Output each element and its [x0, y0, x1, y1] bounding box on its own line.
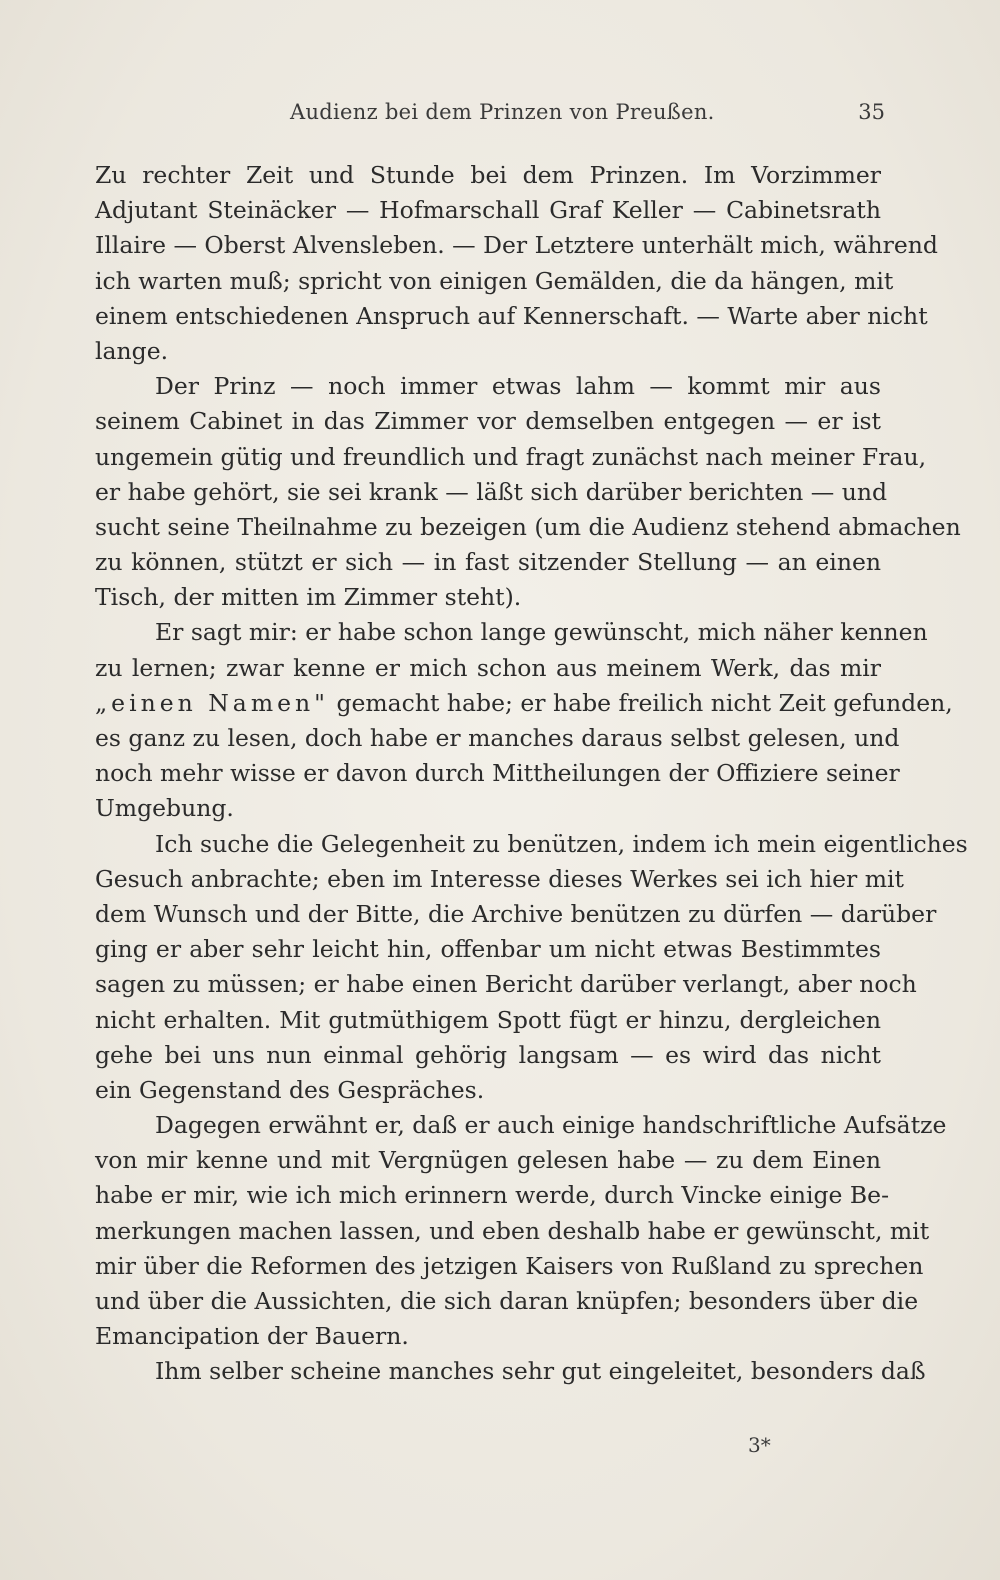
text-line: zu können, stützt er sich — in fast sitzender Stellung — an einen: [95, 548, 881, 577]
body-text: [95, 158, 968, 1390]
text-line: und über die Aussichten, die sich daran knüpfen; besonders über die: [95, 1287, 919, 1315]
text-line: Umgebung.: [95, 794, 234, 823]
text-line: gehe bei uns nun einmal gehörig langsam — es wird das nicht: [95, 1040, 881, 1069]
text-line: Ihm selber scheine manches sehr gut eingeleitet, besonders daß: [155, 1357, 926, 1386]
text-line: Illaire — Oberst Alvensleben. — Der Letztere unterhält mich, während: [95, 231, 938, 260]
text-line: merkungen machen lassen, und eben deshalb habe er gewünscht, mit: [95, 1216, 930, 1245]
text-line: ging er aber sehr leicht hin, offenbar um nicht etwas Bestimmtes: [95, 935, 881, 964]
page-header: [95, 100, 885, 136]
text-line: sagen zu müssen; er habe einen Bericht darüber verlangt, aber noch: [95, 970, 917, 999]
text-line: nicht erhalten. Mit gutmüthigem Spott fügt er hinzu, dergleichen: [95, 1005, 881, 1034]
running-head: Audienz bei dem Prinzen von Preußen.: [290, 100, 715, 124]
text-line: es ganz zu lesen, doch habe er manches daraus selbst gelesen, und: [95, 724, 900, 752]
text-line: dem Wunsch und der Bitte, die Archive benützen zu dürfen — darüber: [95, 899, 937, 928]
text-line: noch mehr wisse er davon durch Mittheilungen der Offiziere seiner: [95, 759, 900, 788]
text-line: einem entschiedenen Anspruch auf Kennerschaft. — Warte aber nicht: [95, 301, 928, 330]
text-line: Tisch, der mitten im Zimmer steht).: [95, 583, 522, 612]
text-line: mir über die Reformen des jetzigen Kaisers von Rußland zu sprechen: [95, 1251, 924, 1280]
text-line: zu lernen; zwar kenne er mich schon aus meinem Werk, das mir: [95, 653, 881, 682]
text-line: lange.: [95, 336, 169, 365]
text-line: seinem Cabinet in das Zimmer vor demselben entgegen — er ist: [95, 407, 881, 436]
text-line: habe er mir, wie ich mich erinnern werde, durch Vincke einige Be-: [95, 1181, 890, 1210]
text-line: Zu rechter Zeit und Stunde bei dem Prinzen. Im Vorzimmer: [95, 161, 881, 189]
text-line: sucht seine Theilnahme zu bezeigen (um die Audienz stehend abmachen: [95, 512, 961, 541]
text-line: ich warten muß; spricht von einigen Gemälden, die da hängen, mit: [95, 266, 894, 295]
text-line: ungemein gütig und freundlich und fragt zunächst nach meiner Frau,: [95, 442, 927, 471]
text-line: Dagegen erwähnt er, daß er auch einige handschriftliche Aufsätze: [155, 1111, 947, 1140]
text-line: Gesuch anbrachte; eben im Interesse dieses Werkes sei ich hier mit: [95, 864, 905, 893]
text-line: Adjutant Steinäcker — Hofmarschall Graf Keller — Cabinetsrath: [95, 196, 881, 225]
text-line-rest: gemacht habe; er habe freilich nicht Zeit gefunden,: [336, 688, 953, 717]
spaced-phrase: „einen Namen": [95, 688, 329, 717]
signature-mark: 3*: [748, 1433, 771, 1457]
text-line: Ich suche die Gelegenheit zu benützen, indem ich mein eigentliches: [155, 829, 968, 858]
text-line: Er sagt mir: er habe schon lange gewünscht, mich näher kennen: [155, 618, 928, 647]
text-line: von mir kenne und mit Vergnügen gelesen habe — zu dem Einen: [95, 1146, 881, 1175]
page-number: 35: [858, 100, 885, 124]
text-line: [95, 686, 953, 721]
text-line: er habe gehört, sie sei krank — läßt sich darüber berichten — und: [95, 477, 888, 506]
text-line: Emancipation der Bauern.: [95, 1322, 409, 1351]
text-line: Der Prinz — noch immer etwas lahm — kommt mir aus: [155, 372, 881, 401]
text-line: ein Gegenstand des Gespräches.: [95, 1075, 485, 1104]
